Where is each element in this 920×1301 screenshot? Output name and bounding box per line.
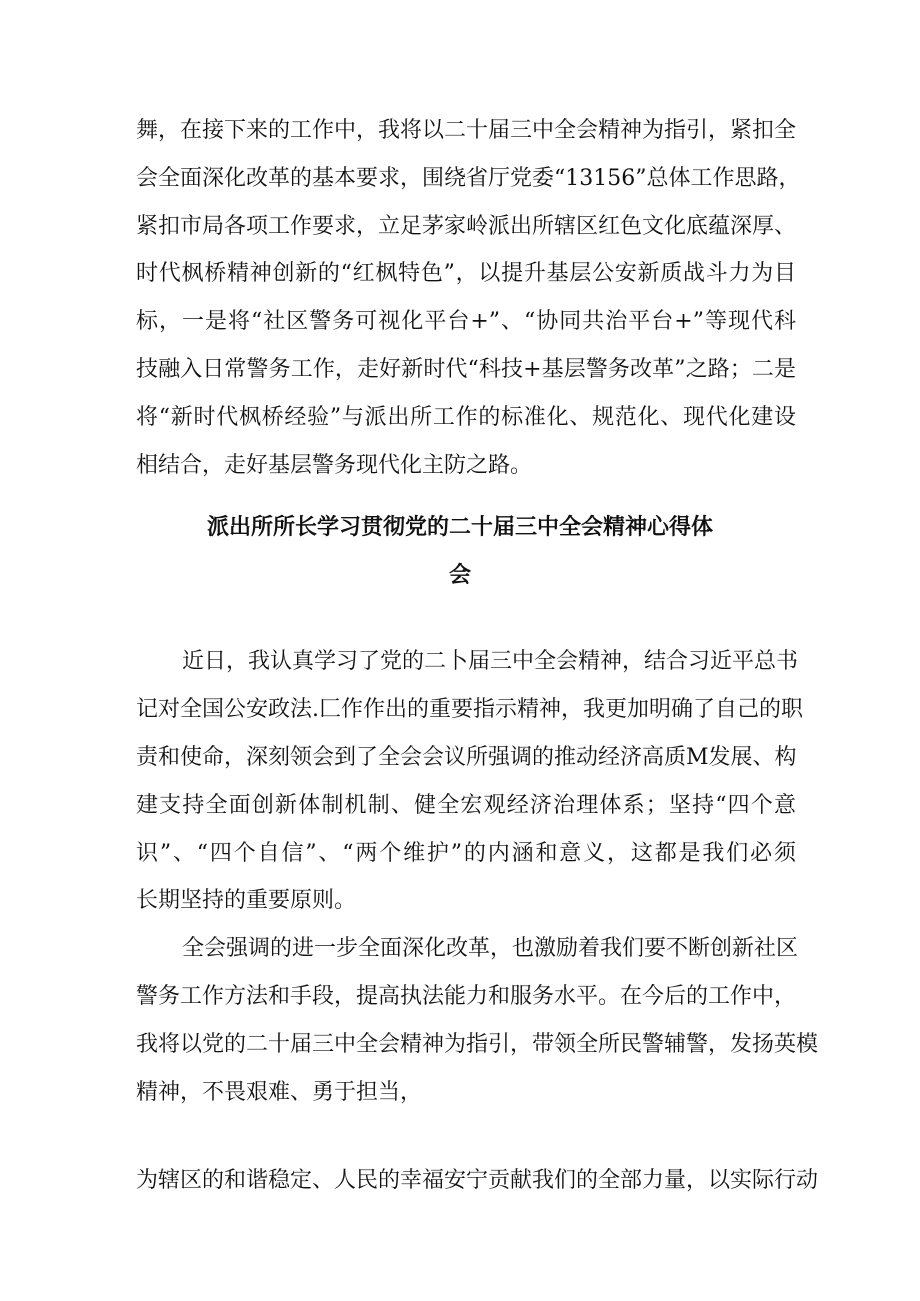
title-line-2: 会 bbox=[448, 563, 471, 588]
text-line: 长期坚持的重要原则。 bbox=[136, 888, 357, 913]
text-line: 记对全国公安政法.匚作作出的重要指示精神，我更加明确了自己的职 bbox=[136, 697, 803, 722]
text-line: 标，一是将“社区警务可视化平台+”、“协同共治平台+”等现代科 bbox=[136, 309, 796, 334]
text-line: 精神，不畏艰难、勇于担当， bbox=[136, 1080, 423, 1105]
text-line: 技融入日常警务工作，走好新时代“科技+基层警务改革”之路；二是 bbox=[136, 357, 796, 382]
text-line: 识”、“四个自信”、“两个维护”的内涵和意义，这都是我们必须 bbox=[136, 841, 796, 866]
text-line: 近日，我认真学习了党的二卜届三中全会精神，结合习近平总书 bbox=[182, 649, 799, 674]
text-line: 将“新时代枫桥经验”与派出所工作的标准化、规范化、现代化建设 bbox=[136, 405, 796, 430]
text-line: 全会强调的进一步全面深化改革，也激励着我们要不断创新社区 bbox=[182, 936, 799, 961]
text-line: 我将以党的二十届三中全会精神为指引，带领全所民警辅警，发扬英模 bbox=[136, 1032, 819, 1057]
text-line: 建支持全面创新体制机制、健全宏观经济治理体系；坚持“四个意 bbox=[136, 793, 796, 818]
title-line-1: 派出所所长学习贯彻党的二十届三中全会精神心得体 bbox=[206, 515, 713, 540]
text-line: 会全面深化改革的基本要求，围绕省厅党委“13156”总体工作思路， bbox=[136, 166, 801, 191]
text-line: 为辖区的和谐稳定、人民的幸福安宁贡献我们的全部力量，以实际行动 bbox=[136, 1168, 819, 1193]
text-line: 警务工作方法和手段，提高执法能力和服务水平。在今后的工作中， bbox=[136, 984, 797, 1009]
text-line: 责和使命，深刻领会到了全会会议所强调的推动经济高质M发展、构 bbox=[136, 745, 797, 770]
text-line: 舞，在接下来的工作中，我将以二十届三中全会精神为指引，紧扣全 bbox=[136, 118, 797, 143]
text-line: 相结合，走好基层警务现代化主防之路。 bbox=[136, 453, 533, 478]
text-line: 时代枫桥精神创新的“红枫特色”，以提升基层公安新质战斗力为目 bbox=[136, 261, 796, 286]
text-line: 紧扣市局各项工作要求，立足茅家岭派出所辖区红色文化底蕴深厚、 bbox=[136, 214, 797, 239]
